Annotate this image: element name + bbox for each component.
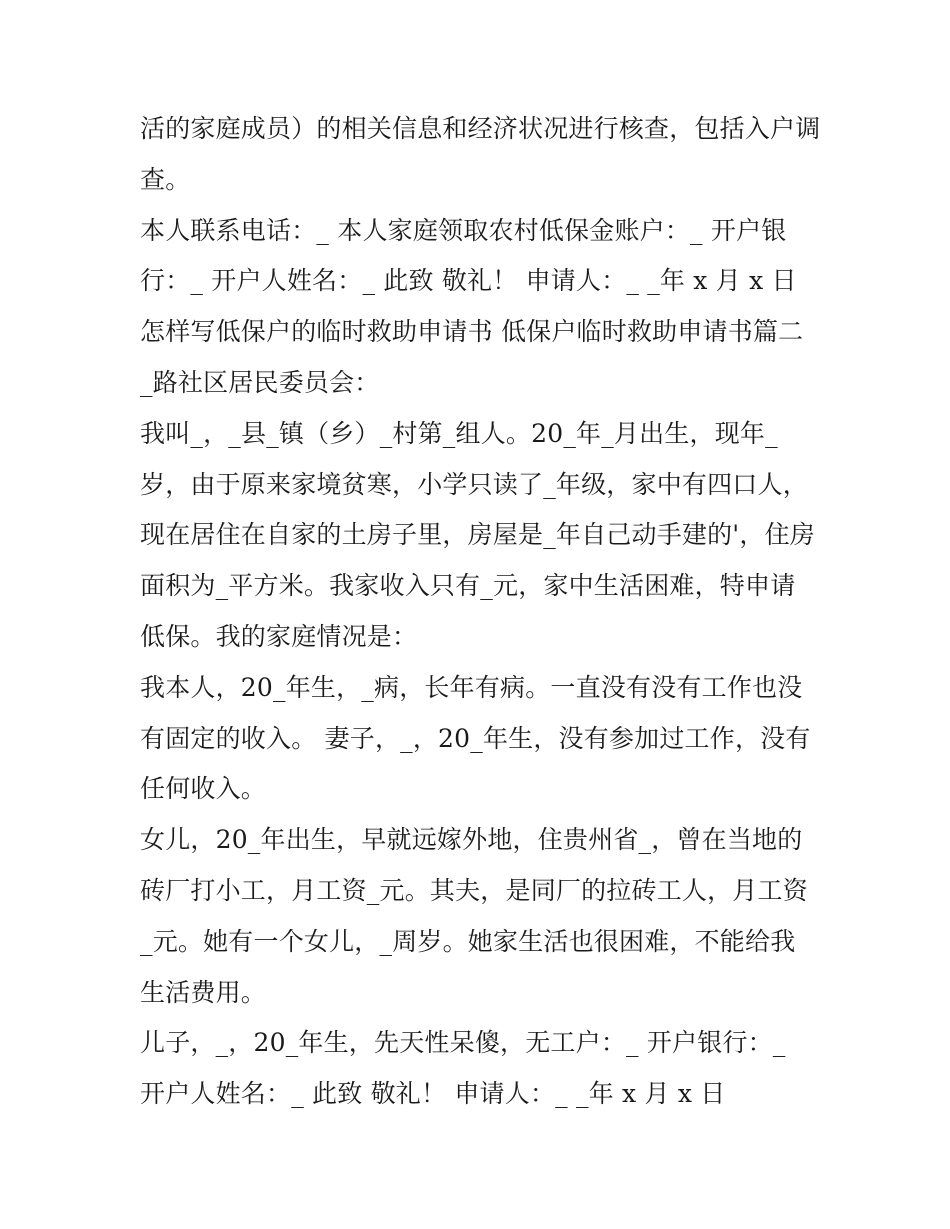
text-line: 儿子，_，20_年生，先天性呆傻，无工户：_ 开户银行：_	[140, 1028, 786, 1058]
text-line: 女儿，20_年出生，早就远嫁外地，住贵州省_，曾在当地的	[140, 825, 803, 855]
text-line: 岁，由于原来家境贫寒，小学只读了_年级，家中有四口人，	[140, 469, 808, 499]
text-line: 生活费用。	[140, 977, 267, 1007]
text-line: 任何收入。	[140, 774, 267, 804]
text-line: 开户人姓名：_ 此致 敬礼！ 申请人：_ _年 x 月 x 日	[140, 1079, 726, 1109]
text-line: 砖厂打小工，月工资_元。其夫，是同厂的拉砖工人，月工资	[140, 875, 808, 905]
text-line: 低保。我的家庭情况是：	[140, 621, 418, 651]
text-line: _元。她有一个女儿，_周岁。她家生活也很困难，不能给我	[140, 926, 796, 956]
text-line: 我叫_，_县_镇（乡）_村第_组人。20_年_月出生，现年_	[140, 418, 778, 448]
text-line: 面积为_平方米。我家收入只有_元，家中生活困难，特申请	[140, 571, 796, 601]
section-heading: 怎样写低保户的临时救助申请书 低保户临时救助申请书篇二	[140, 317, 804, 347]
salutation: _路社区居民委员会：	[140, 367, 380, 397]
text-line: 本人联系电话：_ 本人家庭领取农村低保金账户：_ 开户银	[140, 215, 787, 245]
text-line: 现在居住在自家的土房子里，房屋是_年自己动手建的'，住房	[140, 520, 815, 550]
text-line: 活的家庭成员）的相关信息和经济状况进行核查，包括入户调	[140, 114, 821, 143]
text-line: 行：_ 开户人姓名：_ 此致 敬礼！ 申请人：_ _年 x 月 x 日	[140, 266, 797, 296]
text-line: 有固定的收入。 妻子，_，20_年生，没有参加过工作，没有	[140, 723, 811, 753]
text-line: 我本人，20_年生，_病，长年有病。一直没有没有工作也没	[140, 672, 803, 702]
text-line: 查。	[140, 164, 191, 194]
document-body	[140, 104, 820, 1120]
